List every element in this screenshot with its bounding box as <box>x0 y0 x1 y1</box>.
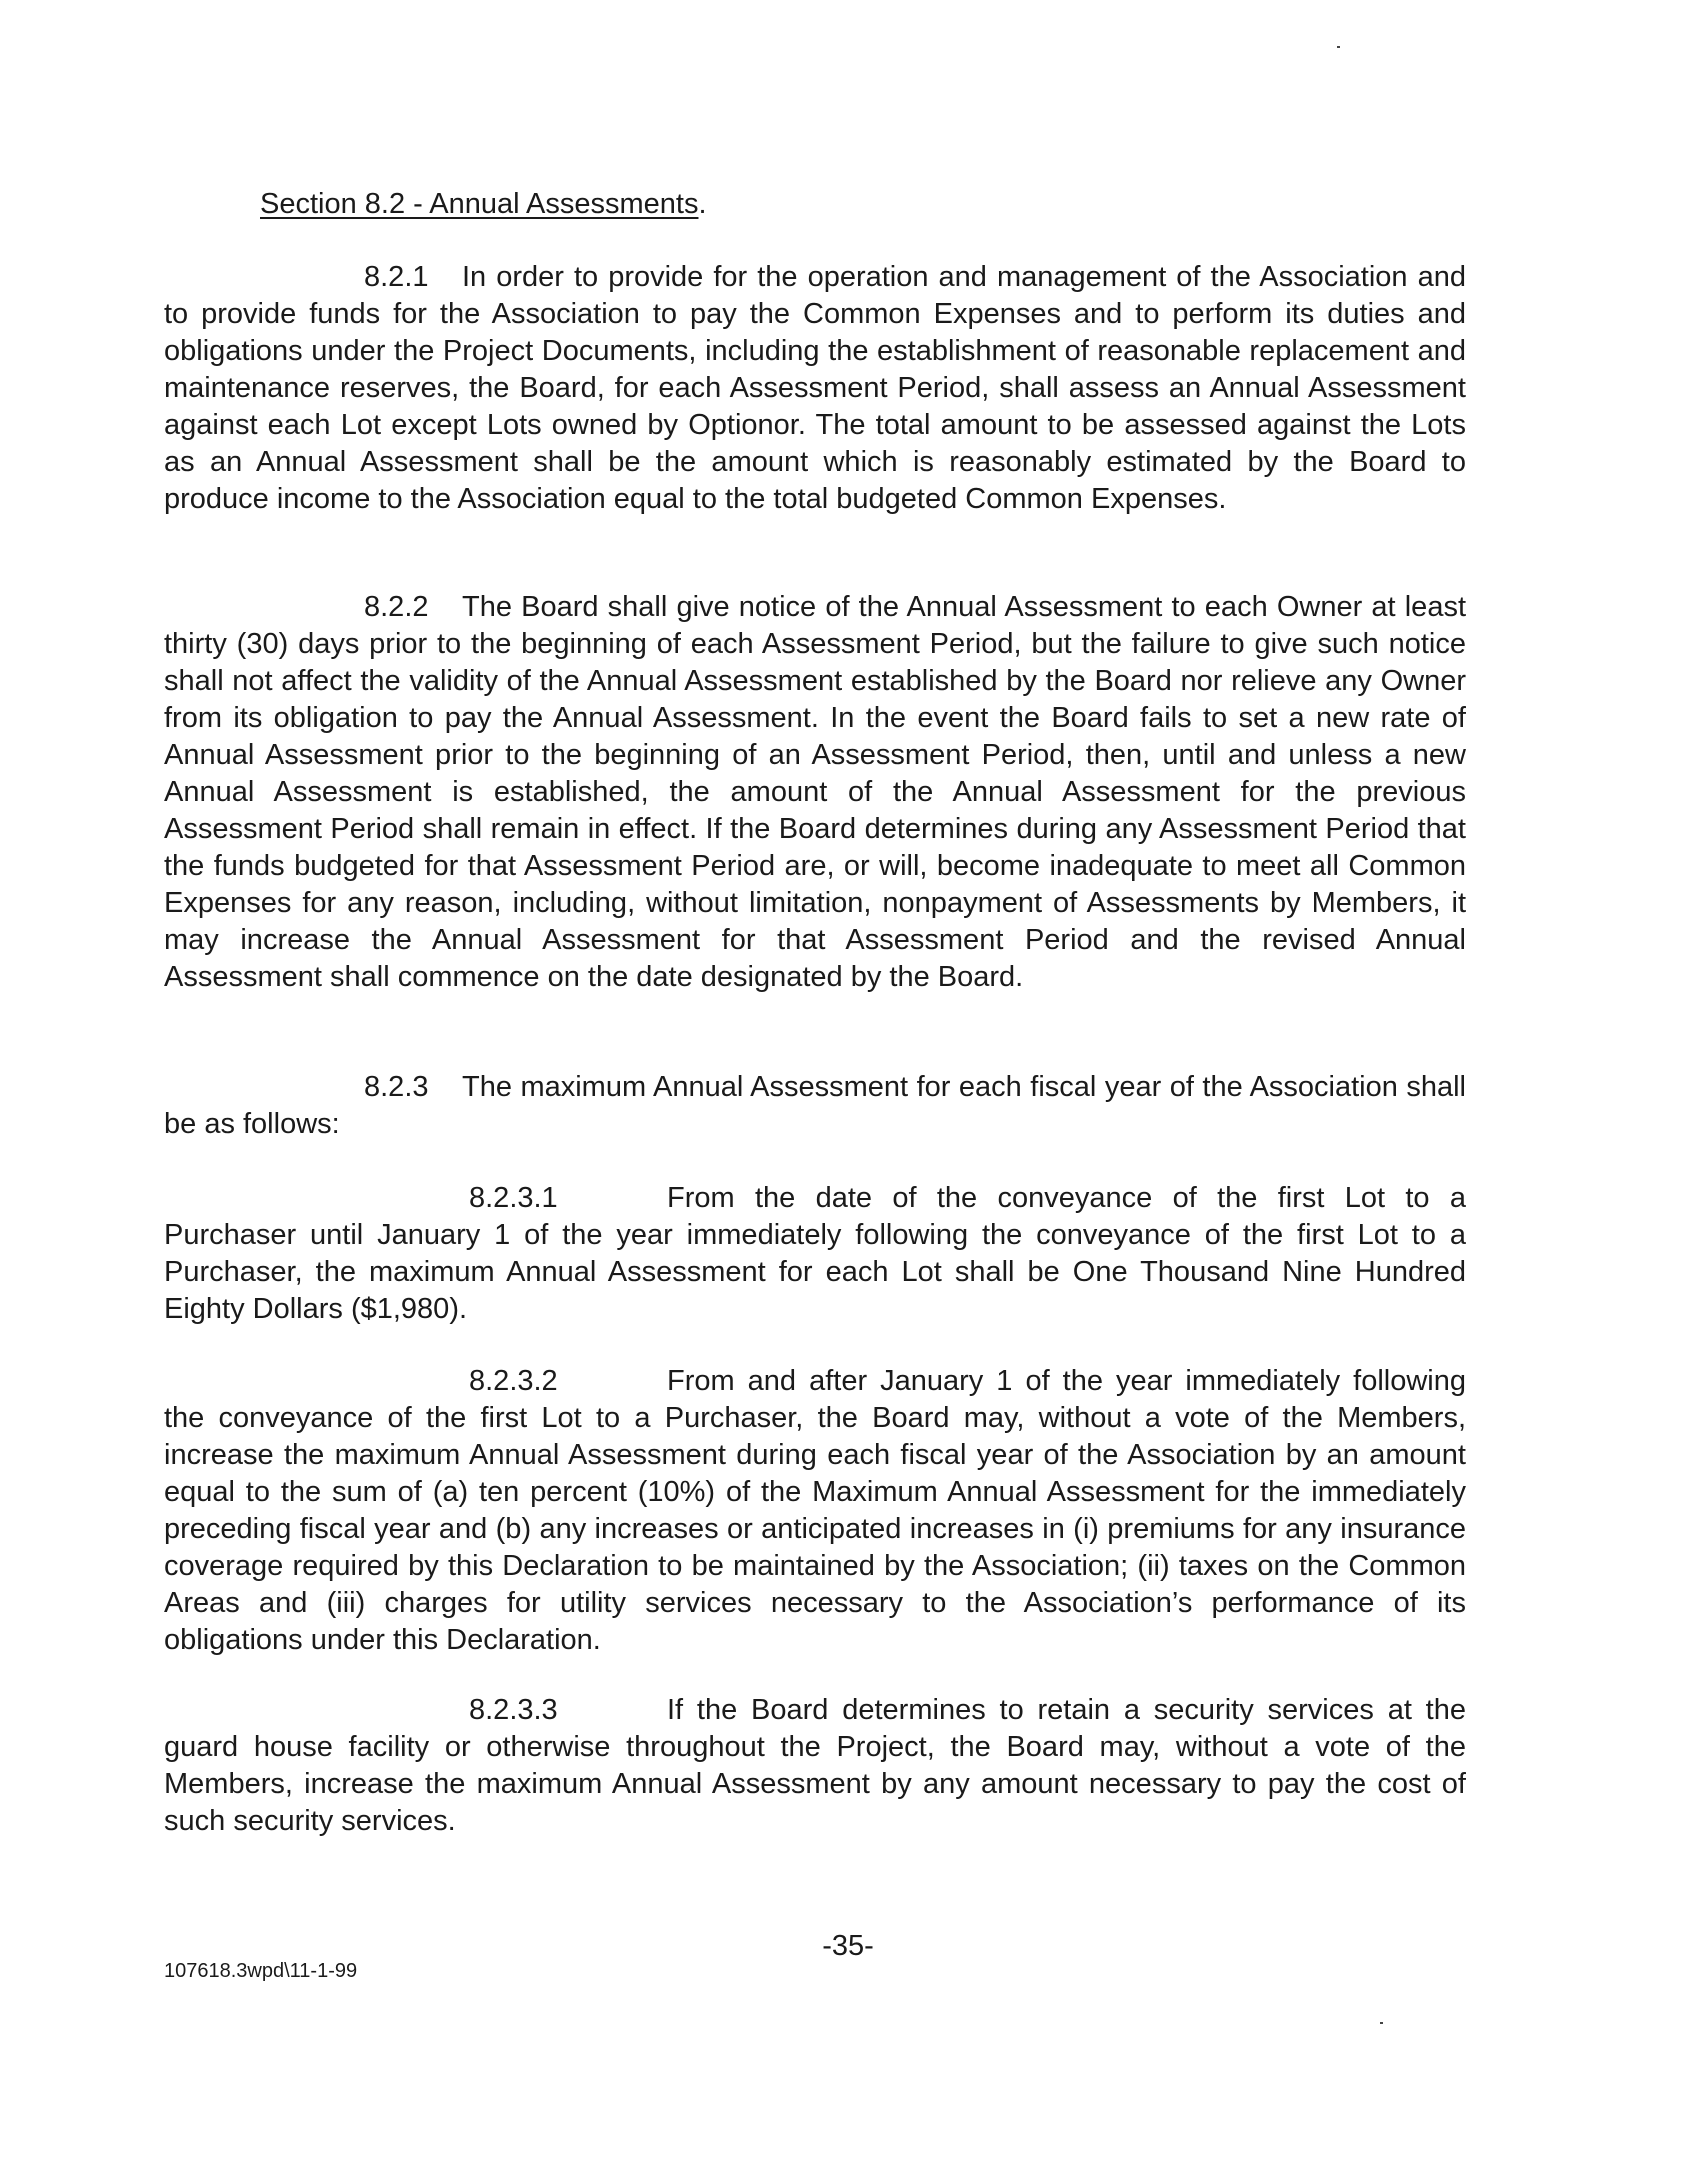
paragraph-text: From the date of the conveyance of the first Lot to a Purchaser until January 1 of the year immediately following the conveyance of the first Lot to a Purchaser, the maximum Annual Assessment for each Lot shall be One Thousand Nine Hundred Eighty Dollars ($1,980). <box>164 1182 1466 1325</box>
paragraph-8-2-1 <box>164 259 1466 518</box>
paragraph-8-2-3-2 <box>164 1363 1466 1659</box>
paragraph-text: In order to provide for the operation and management of the Association and to provide funds for the Association to pay the Common Expenses and to perform its duties and obligations under the Project Documents, including the establishment of reasonable replacement and maintenance reserves, the Board, for each Assessment Period, shall assess an Annual Assessment against each Lot except Lots owned by Optionor. The total amount to be assessed against the Lots as an Annual Assessment shall be the amount which is reasonably estimated by the Board to produce income to the Association equal to the total budgeted Common Expenses. <box>164 261 1466 515</box>
scan-speck <box>1380 2022 1383 2024</box>
paragraph-8-2-3 <box>164 1069 1466 1143</box>
section-heading-title: Section 8.2 - Annual Assessments <box>260 188 699 220</box>
section-heading <box>260 186 707 223</box>
paragraph-text: If the Board determines to retain a security services at the guard house facility or otherwise throughout the Project, the Board may, without a vote of the Members, increase the maximum Annual Assessment by any amount necessary to pay the cost of such security services. <box>164 1694 1466 1837</box>
paragraph-text: From and after January 1 of the year immediately following the conveyance of the first Lot to a Purchaser, the Board may, without a vote of the Members, increase the maximum Annual Assessment during each fiscal year of the Association by an amount equal to the sum of (a) ten percent (10%) of the Maximum Annual Assessment for the immediately preceding fiscal year and (b) any increases or anticipated increases in (i) premiums for any insurance coverage required by this Declaration to be maintained by the Association; (ii) taxes on the Common Areas and (iii) charges for utility services necessary to the Association’s performance of its obligations under this Declaration. <box>164 1365 1466 1656</box>
paragraph-text: The Board shall give notice of the Annual Assessment to each Owner at least thirty (30) days prior to the beginning of each Assessment Period, but the failure to give such notice shall not affect the validity of the Annual Assessment established by the Board nor relieve any Owner from its obligation to pay the Annual Assessment. In the event the Board fails to set a new rate of Annual Assessment prior to the beginning of an Assessment Period, then, until and unless a new Annual Assessment is established, the amount of the Annual Assessment for the previous Assessment Period shall remain in effect. If the Board determines during any Assessment Period that the funds budgeted for that Assessment Period are, or will, become inadequate to meet all Common Expenses for any reason, including, without limitation, nonpayment of Assessments by Members, it may increase the Annual Assessment for that Assessment Period and the revised Annual Assessment shall commence on the date designated by the Board. <box>164 591 1466 993</box>
paragraph-number: 8.2.3.3 <box>469 1694 558 1726</box>
scan-speck <box>1337 46 1340 48</box>
paragraph-number: 8.2.3 <box>364 1071 429 1103</box>
section-heading-period: . <box>698 188 707 220</box>
paragraph-8-2-2 <box>164 589 1466 996</box>
page-number: -35- <box>822 1930 874 1962</box>
paragraph-8-2-3-3 <box>164 1692 1466 1840</box>
paragraph-number: 8.2.3.1 <box>469 1182 558 1214</box>
paragraph-text: The maximum Annual Assessment for each fiscal year of the Association shall be as follows: <box>164 1071 1466 1140</box>
paragraph-number: 8.2.2 <box>364 591 429 623</box>
paragraph-number: 8.2.3.2 <box>469 1365 558 1397</box>
paragraph-8-2-3-1 <box>164 1180 1466 1328</box>
paragraph-number: 8.2.1 <box>364 261 429 293</box>
document-footer-code: 107618.3wpd\11-1-99 <box>164 1960 358 1982</box>
